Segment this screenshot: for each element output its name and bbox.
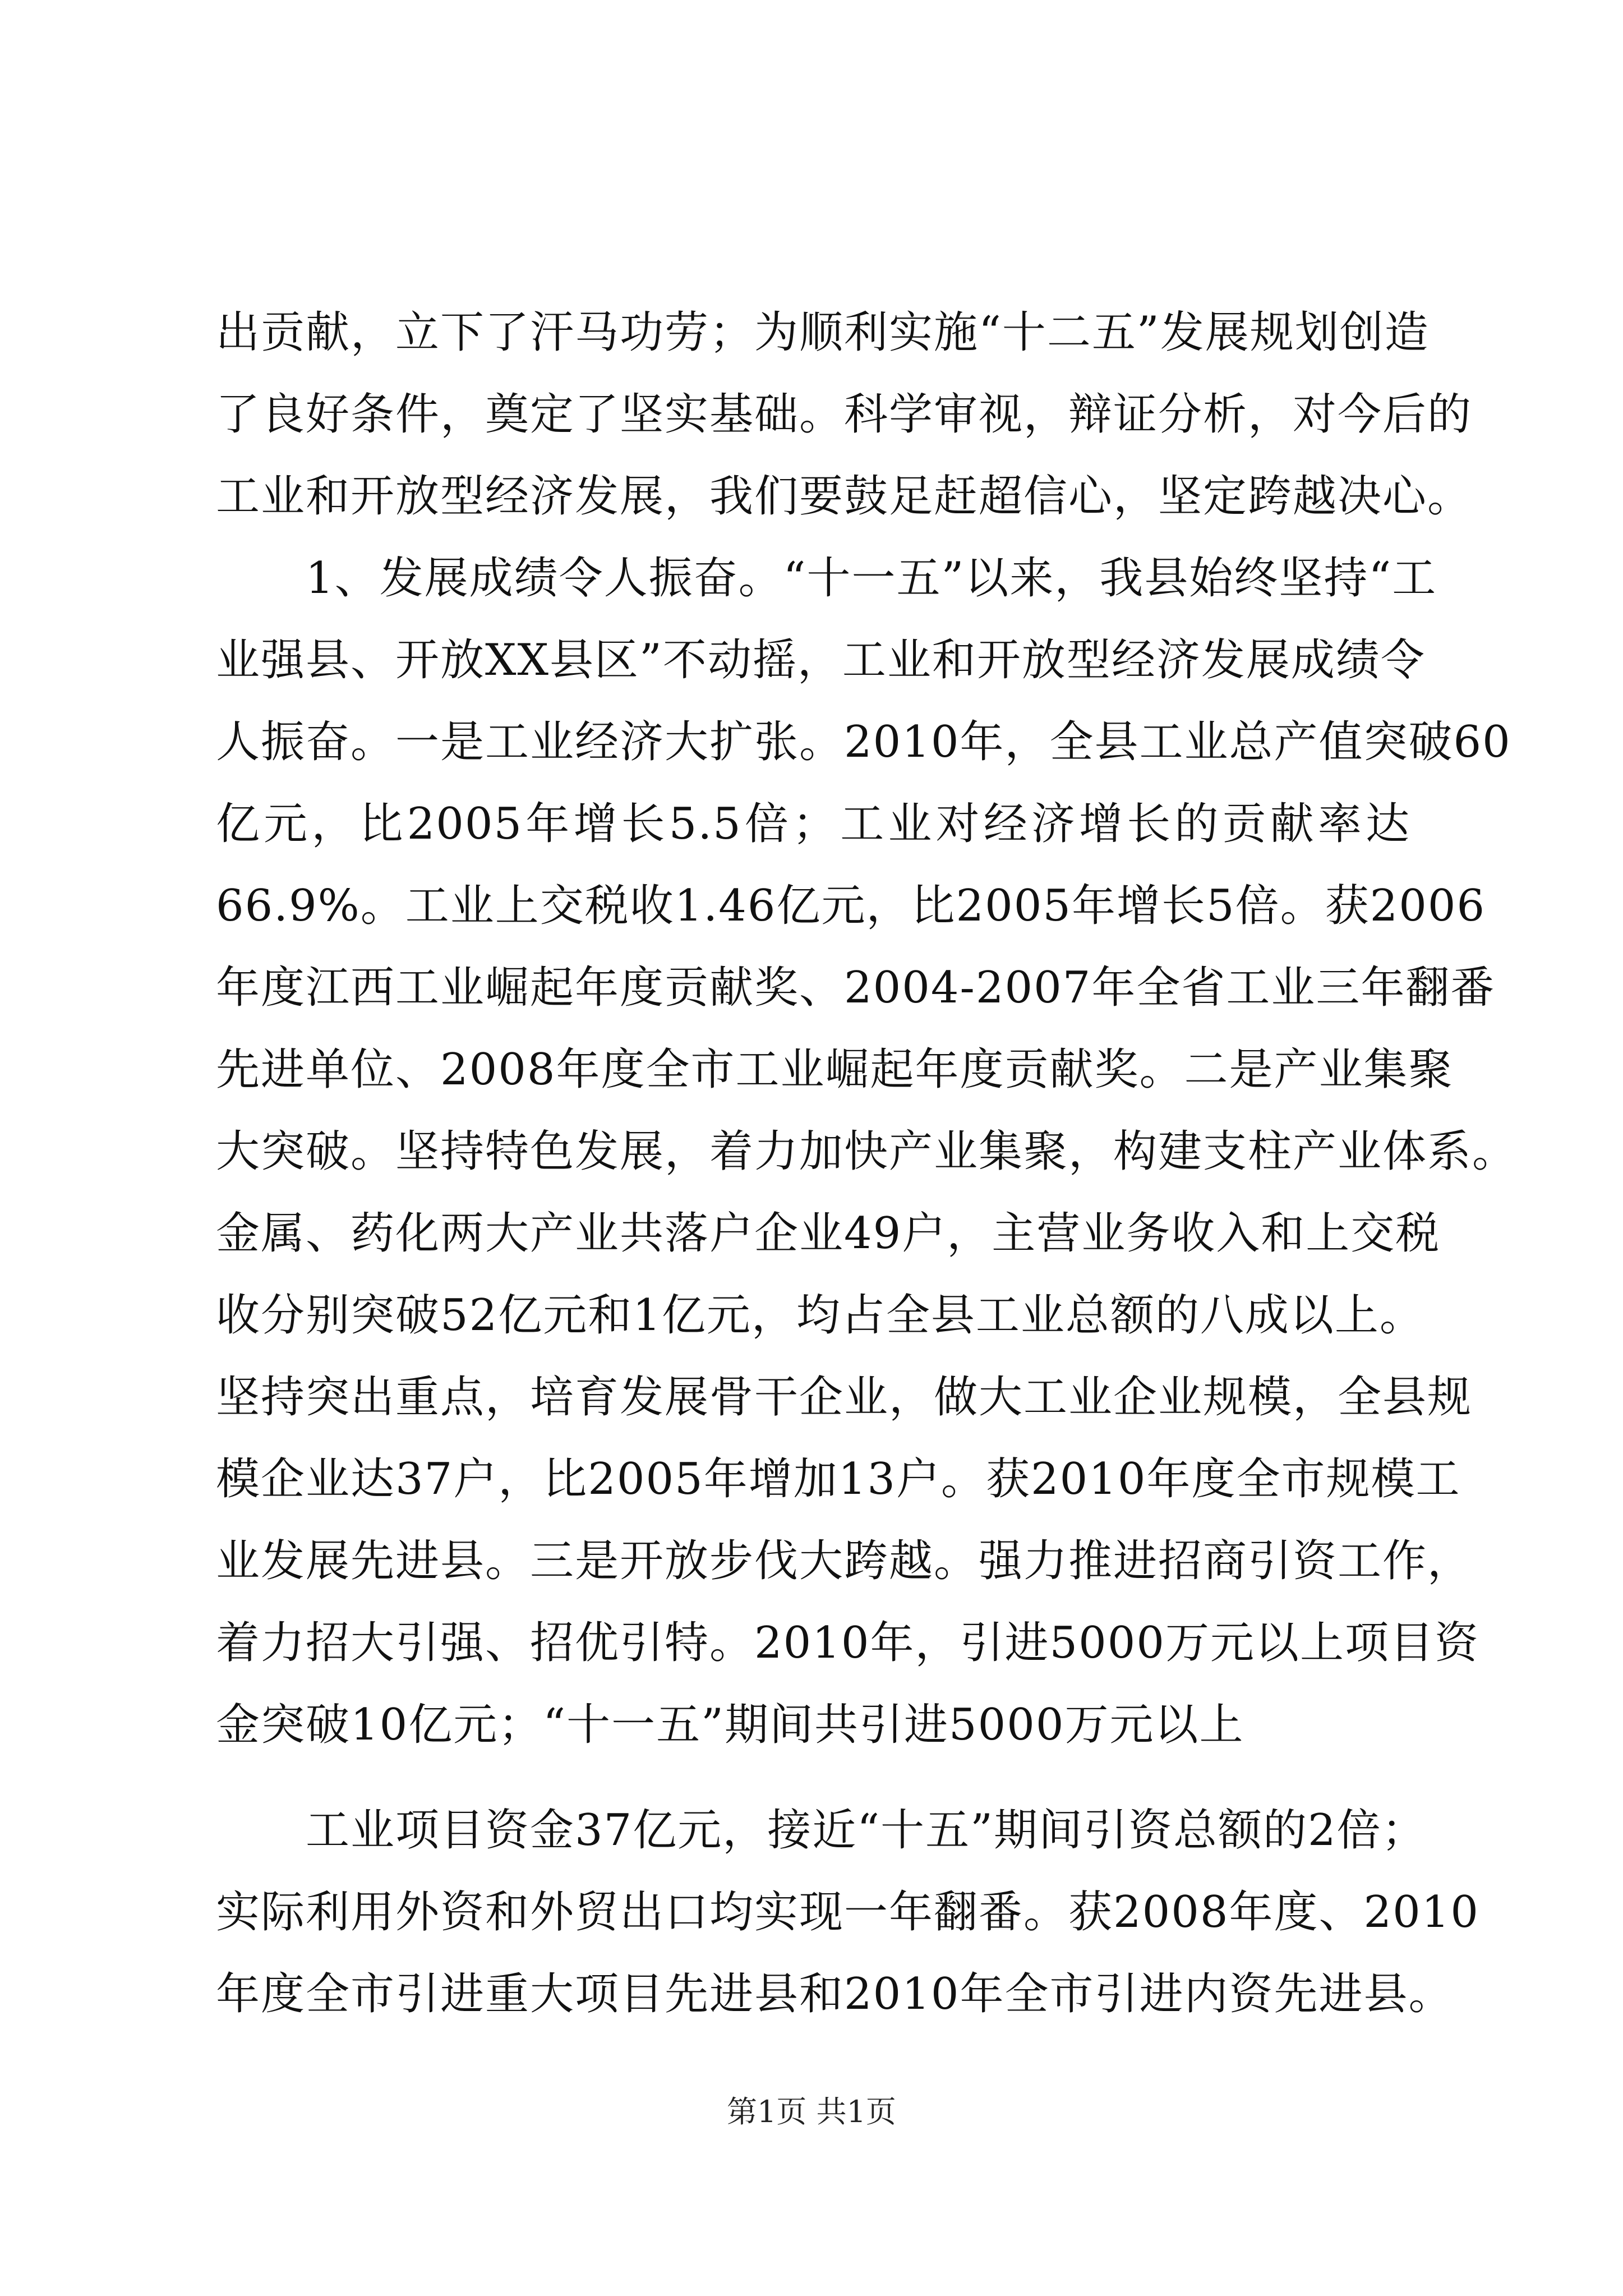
text-line: 亿元，比2005年增长5.5倍；工业对经济增长的贡献率达	[216, 799, 1410, 849]
paragraph-gap	[216, 1766, 1410, 1789]
text-line: 金属、药化两大产业共落户企业49户，主营业务收入和上交税	[216, 1208, 1441, 1259]
text-line: 业发展先进县。三是开放步伐大跨越。强力推进招商引资工作，	[216, 1536, 1473, 1586]
text-line: 坚持突出重点，培育发展骨干企业，做大工业企业规模，全县规	[216, 1372, 1473, 1423]
text-line: 人振奋。一是工业经济大扩张。2010年，全县工业总产值突破60	[216, 717, 1511, 767]
text-line: 先进单位、2008年度全市工业崛起年度贡献奖。二是产业集聚	[216, 1045, 1454, 1095]
text-line: 年度全市引进重大项目先进县和2010年全市引进内资先进县。	[216, 1969, 1454, 2019]
text-line: 1、发展成绩令人振奋。“十一五”以来，我县始终坚持“工	[306, 553, 1437, 604]
text-line: 收分别突破52亿元和1亿元，均占全县工业总额的八成以上。	[216, 1290, 1424, 1341]
text-line: 工业和开放型经济发展，我们要鼓足赶超信心，坚定跨越决心。	[216, 471, 1473, 522]
text-line: 模企业达37户，比2005年增加13户。获2010年度全市规模工	[216, 1454, 1461, 1504]
text-line: 出贡献，立下了汗马功劳；为顺利实施“十二五”发展规划创造	[216, 307, 1430, 358]
text-line: 实际利用外资和外贸出口均实现一年翻番。获2008年度、2010	[216, 1887, 1480, 1938]
text-line: 金突破10亿元；“十一五”期间共引进5000万元以上	[216, 1700, 1244, 1750]
document-body	[216, 292, 1518, 2035]
text-line: 着力招大引强、招优引特。2010年，引进5000万元以上项目资	[216, 1618, 1480, 1668]
text-line: 年度江西工业崛起年度贡献奖、2004-2007年全省工业三年翻番	[216, 963, 1496, 1013]
text-line: 业强县、开放XX县区”不动摇，工业和开放型经济发展成绩令	[216, 635, 1426, 685]
text-line: 66.9%。工业上交税收1.46亿元，比2005年增长5倍。获2006	[216, 881, 1486, 931]
text-line: 工业项目资金37亿元，接近“十五”期间引资总额的2倍；	[306, 1805, 1427, 1856]
text-line: 了良好条件，奠定了坚实基础。科学审视，辩证分析，对今后的	[216, 389, 1473, 440]
page-number-footer: 第1页 共1页	[727, 2094, 896, 2129]
text-line: 大突破。坚持特色发展，着力加快产业集聚，构建支柱产业体系。	[216, 1126, 1518, 1177]
